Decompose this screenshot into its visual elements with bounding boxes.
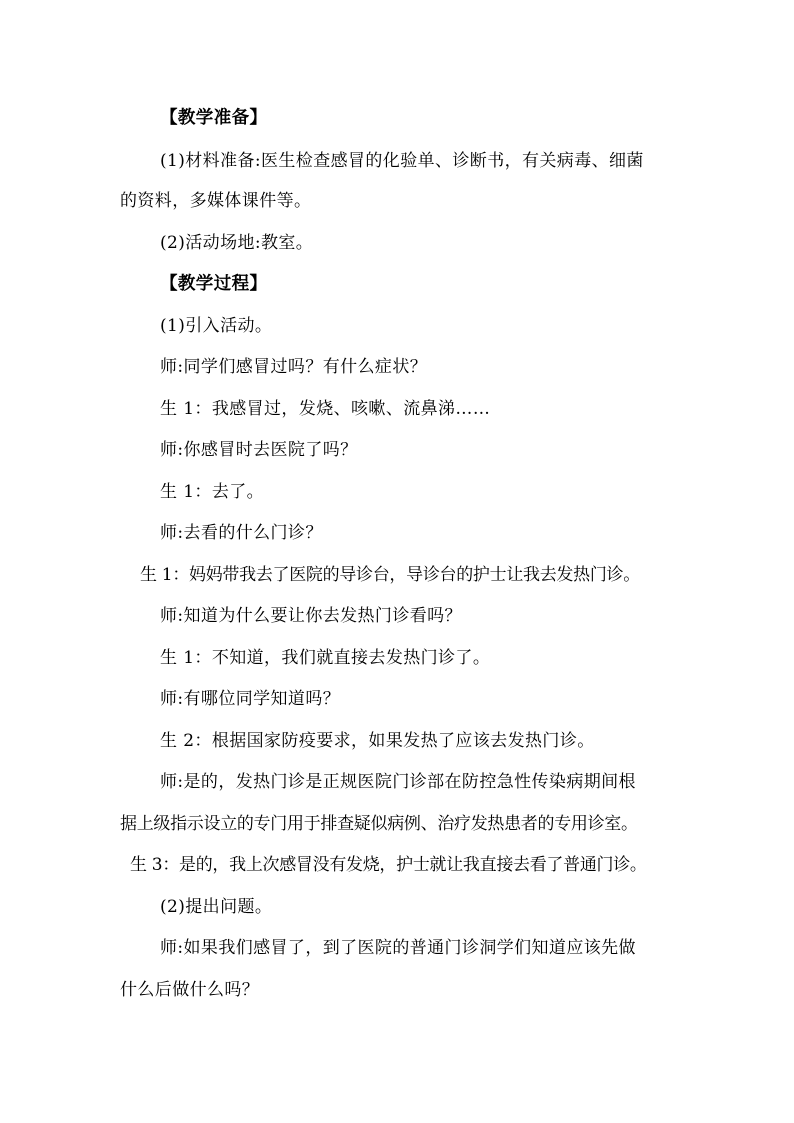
dialogue-line: 生 1：妈妈带我去了医院的导诊台，导诊台的护士让我去发热门诊。 — [140, 565, 640, 585]
dialogue-line: 师:有哪位同学知道吗？ — [160, 689, 341, 709]
dialogue-line: 生 1：我感冒过，发烧、咳嗽、流鼻涕…… — [160, 399, 491, 419]
section-heading-preparation: 【教学准备】 — [160, 108, 268, 128]
paragraph-line: (2)提出问题。 — [160, 897, 273, 917]
paragraph-line: (1)引入活动。 — [160, 316, 273, 336]
dialogue-line: 师:同学们感冒过吗？有什么症状？ — [160, 357, 428, 377]
dialogue-line: 师:知道为什么要让你去发热门诊看吗？ — [160, 606, 462, 626]
dialogue-line: 师:你感冒时去医院了吗？ — [160, 440, 358, 460]
paragraph-line: 什么后做什么吗？ — [120, 980, 260, 1000]
dialogue-line: 生 2：根据国家防疫要求，如果发热了应该去发热门诊。 — [160, 731, 595, 751]
paragraph-line: (2)活动场地:教室。 — [160, 233, 314, 253]
paragraph-line: (1)材料准备:医生检查感冒的化验单、诊断书，有关病毒、细菌 — [160, 151, 644, 171]
dialogue-line: 生 1：不知道，我们就直接去发热门诊了。 — [160, 648, 491, 668]
dialogue-line: 生 3：是的，我上次感冒没有发烧，护士就让我直接去看了普通门诊。 — [130, 855, 647, 875]
paragraph-line: 据上级指示设立的专门用于排查疑似病例、治疗发热患者的专用诊室。 — [120, 814, 638, 834]
dialogue-line: 师:去看的什么门诊？ — [160, 523, 323, 543]
paragraph-line: 的资料，多媒体课件等。 — [120, 191, 312, 211]
dialogue-line: 师:如果我们感冒了，到了医院的普通门诊洞学们知道应该先做 — [160, 938, 636, 958]
dialogue-line: 生 1：去了。 — [160, 482, 265, 502]
dialogue-line: 师:是的，发热门诊是正规医院门诊部在防控急性传染病期间根 — [160, 772, 636, 792]
section-heading-process: 【教学过程】 — [160, 274, 268, 294]
